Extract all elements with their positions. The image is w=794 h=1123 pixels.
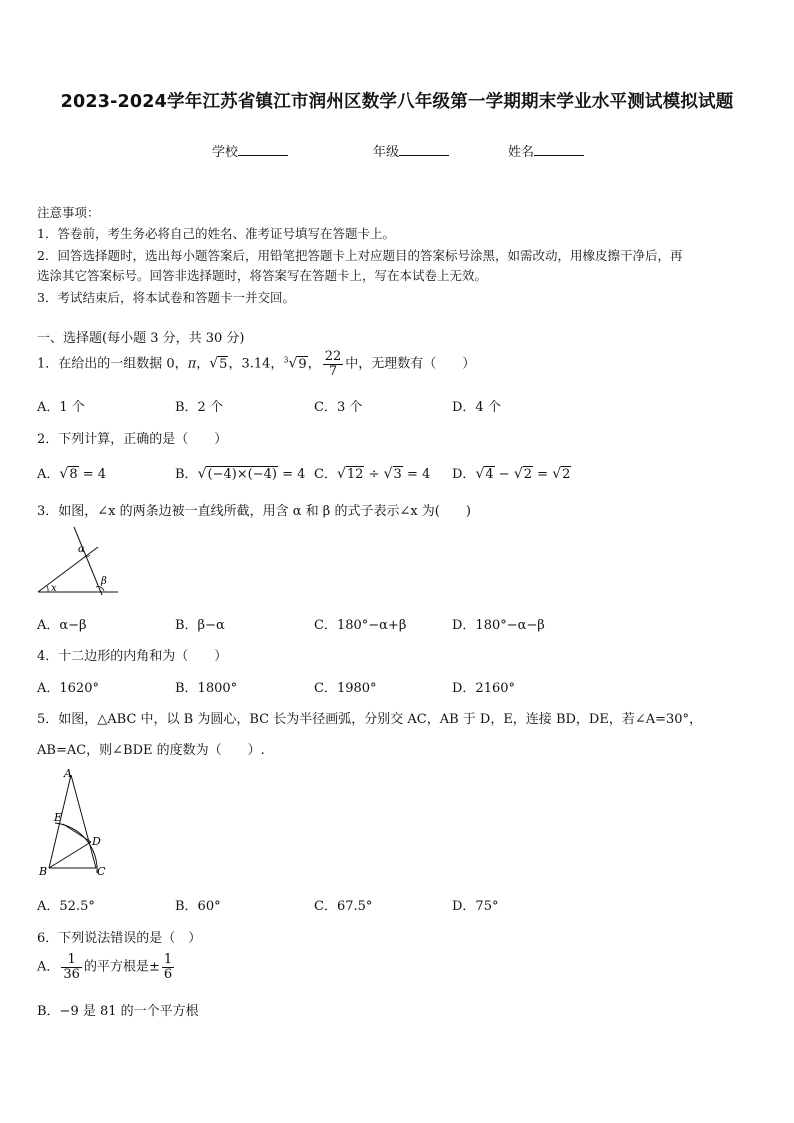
q1-fraction: $\frac{22}{7}$ [324,349,342,379]
q6-option-b: B．−9 是 81 的一个平方根 [37,1004,199,1019]
page-title: 2023-2024学年江苏省镇江市润州区数学八年级第一学期期末学业水平测试模拟试题 [60,92,734,112]
q4-option-c: C．1980° [314,681,377,696]
q4-option-a: A．1620° [37,681,99,696]
q3-option-a: A．α−β [37,618,87,633]
q5-side-ac [71,775,96,868]
q5-label-a: A [64,767,72,780]
q3-upper-ray [38,547,98,592]
q6-fraction-2: $\frac{1}{6}$ [163,952,173,982]
q1-cbrt9: 9 [298,356,307,372]
question-3-stem: 3．如图，∠x 的两条边被一直线所截，用含 α 和 β 的式子表示∠x 为( ) [37,504,471,519]
q1-option-a: A．1 个 [37,400,85,415]
notice-item-3: 3．考试结束后，将本试卷和答题卡一并交回。 [37,290,295,305]
q3-label-alpha: α [78,544,85,555]
q2-option-c: C．√12 ÷ √3 = 4 [314,466,431,482]
school-blank [238,143,288,156]
q5-label-e: E [54,811,63,824]
question-5-stem-line1: 5．如图，△ABC 中，以 B 为圆心，BC 长为半径画弧，分别交 AC，AB 于 D，E，连接 BD，DE，若∠A=30°， [37,712,703,727]
question-6-stem: 6．下列说法错误的是（ ） [37,931,202,946]
name-blank [534,143,584,156]
notice-heading: 注意事项： [37,205,100,220]
q1-option-d: D．4 个 [452,400,501,415]
grade-blank [399,143,449,156]
q4-option-b: B．1800° [175,681,238,696]
q2-option-b: B．√(−4)×(−4) = 4 [175,466,306,482]
grade-label: 年级 [373,145,400,160]
q3-option-c: C．180°−α+β [314,618,407,633]
q5-label-b: B [39,865,48,878]
q3-x-arc [47,586,48,592]
question-4-stem: 4．十二边形的内角和为（ ） [37,649,228,664]
q5-option-a: A．52.5° [37,899,95,914]
q5-figure [36,765,116,880]
q1-sqrt5: 5 [219,356,228,372]
q5-option-b: B．60° [175,899,221,914]
q3-label-x: x [51,583,57,594]
q5-label-c: C [97,865,106,878]
q1-option-b: B．2 个 [175,400,223,415]
school-label: 学校 [212,145,239,160]
school-field [212,141,288,160]
q6-fraction-1: $\frac{1}{36}$ [63,952,80,982]
q3-option-b: B．β−α [175,618,225,633]
q3-option-d: D．180°−α−β [452,618,545,633]
q1-mid: ，3.14， [228,356,284,372]
q5-option-d: D．75° [452,899,499,914]
q2-option-d: D．√4 − √2 = √2 [452,466,571,482]
notice-item-1: 1．答卷前，考生务必将自己的姓名、准考证号填写在答题卡上。 [37,226,395,241]
notice-item-2-cont: 选涂其它答案标号。回答非选择题时，将答案写在答题卡上，写在本试卷上无效。 [37,268,488,283]
question-2-stem: 2．下列计算，正确的是（ ） [37,432,228,447]
grade-field [373,141,449,160]
q2-option-a: A．√8 = 4 [37,466,107,482]
question-1-stem: 1．在给出的一组数据 0，π，√5，3.14，$^3$√9， $\frac{22}{7}$ 中，无理数有（ ） [37,349,476,379]
question-5-stem-line2: AB=AC，则∠BDE 的度数为（ ）. [37,743,265,758]
q5-option-c: C．67.5° [314,899,373,914]
q3-label-beta: β [101,576,107,587]
q3-figure [36,525,122,597]
name-field [508,141,584,160]
q1-suffix: 中，无理数有（ ） [345,356,476,372]
q5-label-d: D [92,835,101,848]
q1-pi: π [187,356,197,372]
q1-prefix: 1．在给出的一组数据 0， [37,356,188,372]
q5-segment-bd [49,842,91,868]
q3-transversal [74,527,102,595]
q6-option-a: A． $\frac{1}{36}$ 的平方根是± $\frac{1}{6}$ [37,952,173,982]
q4-option-d: D．2160° [452,681,516,696]
q1-option-c: C．3 个 [314,400,363,415]
notice-item-2: 2．回答选择题时，选出每小题答案后，用铅笔把答题卡上对应题目的答案标号涂黑，如需改动，用橡皮擦干净后，再 [37,248,683,263]
name-label: 姓名 [508,145,535,160]
section-title: 一、选择题(每小题 3 分，共 30 分) [37,331,245,346]
